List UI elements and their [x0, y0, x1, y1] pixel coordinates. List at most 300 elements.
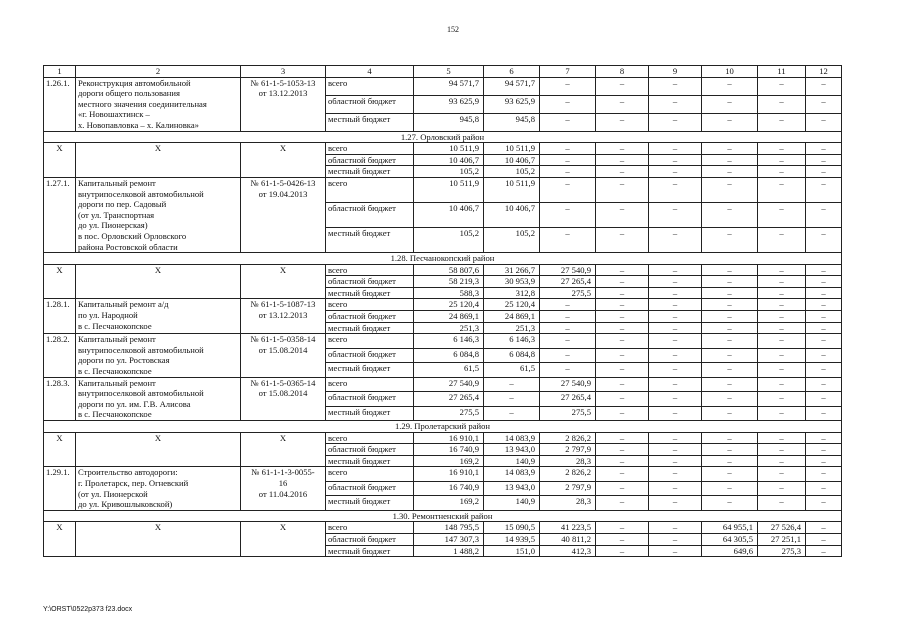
amount-cell: 25 120,4	[484, 299, 540, 311]
amount-cell: –	[758, 95, 806, 113]
object-name-line: района Ростовской области	[78, 241, 178, 252]
amount-cell: 10 511,9	[414, 143, 484, 155]
amount-cell: 10 406,7	[414, 202, 484, 227]
amount-cell: –	[540, 299, 596, 311]
amount-cell: –	[806, 496, 842, 510]
amount-cell: –	[596, 432, 649, 444]
object-name-line: Капитальный ремонт	[78, 334, 156, 345]
amount-cell: –	[806, 377, 842, 391]
amount-cell: –	[758, 202, 806, 227]
amount-cell: 25 120,4	[414, 299, 484, 311]
amount-cell: 30 953,9	[484, 276, 540, 288]
amount-cell: –	[596, 177, 649, 202]
amount-cell: –	[596, 264, 649, 276]
object-name-line: в с. Песчанокопское	[78, 366, 152, 377]
amount-cell: –	[702, 311, 758, 323]
amount-cell: 27 265,4	[540, 276, 596, 288]
amount-cell: –	[702, 77, 758, 95]
amount-cell: 14 083,9	[484, 432, 540, 444]
amount-cell: –	[596, 154, 649, 166]
amount-cell: 16 740,9	[414, 444, 484, 456]
amount-cell: 10 406,7	[484, 154, 540, 166]
section-row	[44, 131, 842, 143]
funding-source: местный бюджет	[326, 287, 414, 299]
funding-source: местный бюджет	[326, 113, 414, 131]
amount-cell: 61,5	[484, 363, 540, 377]
amount-cell: –	[649, 392, 702, 406]
amount-cell: 27 265,4	[414, 392, 484, 406]
amount-cell: –	[702, 264, 758, 276]
amount-cell: –	[806, 432, 842, 444]
amount-cell: –	[596, 322, 649, 334]
document-line: Х	[279, 432, 287, 443]
amount-cell: –	[596, 533, 649, 545]
document-line: № 61-1-5-0358-14	[250, 334, 316, 345]
amount-cell: –	[806, 322, 842, 334]
item-number: 1.27.1.	[44, 177, 76, 252]
amount-cell: –	[758, 299, 806, 311]
amount-cell: –	[484, 377, 540, 391]
amount-cell: –	[758, 77, 806, 95]
amount-cell: 94 571,7	[484, 77, 540, 95]
funding-source: областной бюджет	[326, 95, 414, 113]
amount-cell: –	[649, 143, 702, 155]
amount-cell: 27 540,9	[540, 264, 596, 276]
document-number	[241, 299, 326, 334]
object-name-line: внутрипоселковой автомобильной	[78, 344, 204, 355]
amount-cell: –	[596, 363, 649, 377]
amount-cell: –	[702, 444, 758, 456]
amount-cell: 649,6	[702, 545, 758, 557]
amount-cell: –	[758, 377, 806, 391]
funding-source: всего	[326, 143, 414, 155]
object-name	[76, 467, 241, 510]
object-name-line: дороги общего пользования	[78, 88, 180, 99]
amount-cell: 169,2	[414, 455, 484, 467]
item-number: 1.26.1.	[44, 77, 76, 131]
item-number: 1.28.3.	[44, 377, 76, 420]
amount-cell: 148 795,5	[414, 522, 484, 534]
object-name-line: местного значения соединительная	[78, 98, 207, 109]
amount-cell: –	[702, 322, 758, 334]
header-cell: 6	[484, 66, 540, 78]
amount-cell: 275,3	[758, 545, 806, 557]
object-name-line: Капитальный ремонт	[78, 377, 156, 388]
amount-cell: –	[758, 406, 806, 420]
object-name	[76, 377, 241, 420]
object-name-line: в пос. Орловский Орловского	[78, 230, 187, 241]
header-cell: 1	[44, 66, 76, 78]
amount-cell: –	[596, 545, 649, 557]
file-path-footer: Y:\ORST\0522p373 f23.docx	[43, 606, 133, 613]
amount-cell: –	[596, 334, 649, 348]
amount-cell: –	[649, 276, 702, 288]
amount-cell: –	[596, 276, 649, 288]
amount-cell: –	[702, 334, 758, 348]
amount-cell: 16 910,1	[414, 432, 484, 444]
amount-cell: 40 811,2	[540, 533, 596, 545]
amount-cell: –	[649, 444, 702, 456]
table-row	[44, 432, 842, 444]
amount-cell: –	[540, 77, 596, 95]
funding-source: местный бюджет	[326, 363, 414, 377]
amount-cell: 14 083,9	[484, 467, 540, 481]
funding-source: областной бюджет	[326, 444, 414, 456]
amount-cell: –	[806, 334, 842, 348]
amount-cell: –	[806, 522, 842, 534]
amount-cell: –	[806, 392, 842, 406]
amount-cell: –	[649, 348, 702, 362]
amount-cell: 6 084,8	[484, 348, 540, 362]
amount-cell: –	[806, 481, 842, 495]
header-cell: 11	[758, 66, 806, 78]
amount-cell: –	[484, 406, 540, 420]
document-line: Х	[279, 264, 287, 275]
amount-cell: 93 625,9	[484, 95, 540, 113]
document-line: Х	[279, 522, 287, 533]
amount-cell: –	[649, 177, 702, 202]
header-cell: 12	[806, 66, 842, 78]
document-number	[241, 264, 326, 299]
amount-cell: –	[649, 533, 702, 545]
object-name-line: в с. Песчанокопское	[78, 409, 152, 420]
amount-cell: –	[702, 177, 758, 202]
amount-cell: 588,3	[414, 287, 484, 299]
amount-cell: 105,2	[414, 228, 484, 253]
document-line: № 61-1-1-3-0055-	[251, 467, 315, 478]
table-row	[44, 334, 842, 348]
section-row	[44, 510, 842, 522]
item-number: 1.28.2.	[44, 334, 76, 377]
amount-cell: –	[702, 392, 758, 406]
item-number: Х	[44, 264, 76, 299]
amount-cell: 945,8	[414, 113, 484, 131]
amount-cell: 1 488,2	[414, 545, 484, 557]
amount-cell: 10 511,9	[414, 177, 484, 202]
amount-cell: –	[806, 264, 842, 276]
funding-source: всего	[326, 467, 414, 481]
amount-cell: –	[540, 143, 596, 155]
object-name-line: «г. Новошахтинск –	[78, 109, 150, 120]
amount-cell: –	[596, 392, 649, 406]
amount-cell: 27 540,9	[540, 377, 596, 391]
amount-cell: 14 939,5	[484, 533, 540, 545]
funding-source: местный бюджет	[326, 455, 414, 467]
document-number	[241, 143, 326, 178]
object-name	[76, 299, 241, 334]
amount-cell: –	[596, 348, 649, 362]
amount-cell: 6 146,3	[484, 334, 540, 348]
amount-cell: –	[540, 348, 596, 362]
amount-cell: –	[649, 377, 702, 391]
amount-cell: –	[596, 166, 649, 178]
amount-cell: –	[596, 377, 649, 391]
funding-source: всего	[326, 299, 414, 311]
header-cell: 3	[241, 66, 326, 78]
document-number	[241, 467, 326, 510]
amount-cell: –	[702, 154, 758, 166]
item-number: Х	[44, 143, 76, 178]
amount-cell: –	[649, 264, 702, 276]
header-cell: 10	[702, 66, 758, 78]
amount-cell: –	[649, 299, 702, 311]
amount-cell: –	[806, 455, 842, 467]
amount-cell: –	[649, 228, 702, 253]
amount-cell: –	[484, 392, 540, 406]
amount-cell: –	[758, 264, 806, 276]
amount-cell: –	[702, 287, 758, 299]
amount-cell: –	[540, 177, 596, 202]
object-name-line: дороги по ул. Ростовская	[78, 355, 170, 366]
section-title: 1.30. Ремонтненский район	[44, 510, 842, 522]
amount-cell: –	[806, 166, 842, 178]
amount-cell: 105,2	[484, 166, 540, 178]
amount-cell: –	[649, 95, 702, 113]
amount-cell: –	[702, 299, 758, 311]
amount-cell: –	[540, 166, 596, 178]
funding-source: местный бюджет	[326, 228, 414, 253]
amount-cell: –	[596, 444, 649, 456]
amount-cell: –	[758, 311, 806, 323]
amount-cell: 412,3	[540, 545, 596, 557]
amount-cell: –	[596, 202, 649, 227]
amount-cell: 312,8	[484, 287, 540, 299]
amount-cell: –	[596, 406, 649, 420]
amount-cell: –	[806, 228, 842, 253]
amount-cell: –	[806, 299, 842, 311]
funding-source: всего	[326, 377, 414, 391]
amount-cell: –	[649, 154, 702, 166]
amount-cell: –	[649, 334, 702, 348]
amount-cell: –	[540, 334, 596, 348]
amount-cell: –	[649, 77, 702, 95]
object-name-line: Х	[154, 143, 162, 154]
amount-cell: –	[702, 228, 758, 253]
amount-cell: 105,2	[414, 166, 484, 178]
amount-cell: –	[806, 177, 842, 202]
object-name-line: (от ул. Пионерской	[78, 488, 148, 499]
amount-cell: –	[702, 202, 758, 227]
amount-cell: –	[702, 455, 758, 467]
amount-cell: –	[758, 322, 806, 334]
amount-cell: –	[649, 406, 702, 420]
amount-cell: –	[702, 143, 758, 155]
amount-cell: 13 943,0	[484, 481, 540, 495]
header-cell: 8	[596, 66, 649, 78]
amount-cell: 147 307,3	[414, 533, 484, 545]
amount-cell: 28,3	[540, 496, 596, 510]
amount-cell: 275,5	[540, 406, 596, 420]
table-row	[44, 299, 842, 311]
amount-cell: 945,8	[484, 113, 540, 131]
amount-cell: –	[649, 522, 702, 534]
amount-cell: 10 406,7	[484, 202, 540, 227]
amount-cell: –	[596, 228, 649, 253]
object-name	[76, 143, 241, 178]
amount-cell: –	[702, 166, 758, 178]
amount-cell: –	[758, 467, 806, 481]
amount-cell: 15 090,5	[484, 522, 540, 534]
amount-cell: 2 797,9	[540, 481, 596, 495]
document-number	[241, 432, 326, 467]
document-number	[241, 377, 326, 420]
amount-cell: –	[758, 177, 806, 202]
amount-cell: –	[758, 287, 806, 299]
amount-cell: –	[806, 143, 842, 155]
amount-cell: 58 807,6	[414, 264, 484, 276]
amount-cell: –	[596, 481, 649, 495]
amount-cell: –	[649, 467, 702, 481]
amount-cell: –	[540, 363, 596, 377]
amount-cell: –	[758, 143, 806, 155]
document-line: Х	[279, 143, 287, 154]
object-name-line: Х	[154, 522, 162, 533]
amount-cell: 31 266,7	[484, 264, 540, 276]
document-line: № 61-1-5-1053-13	[250, 77, 316, 88]
amount-cell: –	[758, 228, 806, 253]
amount-cell: –	[758, 276, 806, 288]
section-row	[44, 253, 842, 265]
amount-cell: 64 305,5	[702, 533, 758, 545]
amount-cell: –	[596, 522, 649, 534]
amount-cell: 10 406,7	[414, 154, 484, 166]
amount-cell: –	[540, 228, 596, 253]
table-row	[44, 522, 842, 534]
object-name-line: Х	[154, 264, 162, 275]
section-title: 1.28. Песчанокопский район	[44, 253, 842, 265]
amount-cell: –	[540, 113, 596, 131]
amount-cell: 28,3	[540, 455, 596, 467]
amount-cell: –	[649, 455, 702, 467]
section-row	[44, 421, 842, 433]
amount-cell: –	[806, 406, 842, 420]
document-number	[241, 77, 326, 131]
amount-cell: –	[702, 363, 758, 377]
amount-cell: –	[649, 496, 702, 510]
document-number	[241, 522, 326, 557]
funding-source: местный бюджет	[326, 322, 414, 334]
document-line: № 61-1-5-0365-14	[250, 377, 316, 388]
amount-cell: –	[596, 113, 649, 131]
funding-source: всего	[326, 334, 414, 348]
page-number: 152	[447, 25, 459, 34]
amount-cell: –	[758, 154, 806, 166]
amount-cell: –	[758, 496, 806, 510]
funding-source: всего	[326, 522, 414, 534]
object-name	[76, 432, 241, 467]
amount-cell: –	[649, 322, 702, 334]
amount-cell: –	[806, 154, 842, 166]
amount-cell: –	[596, 299, 649, 311]
amount-cell: –	[702, 276, 758, 288]
amount-cell: –	[806, 444, 842, 456]
amount-cell: 16 910,1	[414, 467, 484, 481]
document-line: от 13.12.2013	[258, 88, 308, 99]
funding-source: областной бюджет	[326, 533, 414, 545]
amount-cell: –	[758, 113, 806, 131]
budget-table	[43, 65, 842, 557]
amount-cell: –	[806, 363, 842, 377]
item-number: 1.28.1.	[44, 299, 76, 334]
amount-cell: 169,2	[414, 496, 484, 510]
table-row	[44, 467, 842, 481]
object-name-line: внутрипоселковой автомобильной	[78, 188, 204, 199]
amount-cell: 6 084,8	[414, 348, 484, 362]
amount-cell: –	[806, 467, 842, 481]
table-row	[44, 377, 842, 391]
object-name-line: до ул. Кривошлыковской)	[78, 499, 173, 510]
amount-cell: –	[758, 392, 806, 406]
amount-cell: –	[540, 322, 596, 334]
amount-cell: 10 511,9	[484, 143, 540, 155]
amount-cell: –	[806, 311, 842, 323]
section-title: 1.27. Орловский район	[44, 131, 842, 143]
document-line: от 15.08.2014	[258, 388, 308, 399]
object-name-line: Х	[154, 432, 162, 443]
object-name	[76, 77, 241, 131]
amount-cell: 275,5	[414, 406, 484, 420]
amount-cell: 61,5	[414, 363, 484, 377]
document-line: № 61-1-5-0426-13	[250, 177, 316, 188]
header-cell: 5	[414, 66, 484, 78]
funding-source: местный бюджет	[326, 406, 414, 420]
object-name-line: до ул. Пионерская)	[78, 220, 148, 231]
amount-cell: –	[702, 406, 758, 420]
amount-cell: 105,2	[484, 228, 540, 253]
amount-cell: 27 265,4	[540, 392, 596, 406]
funding-source: областной бюджет	[326, 311, 414, 323]
object-name-line: внутрипоселковой автомобильной	[78, 388, 204, 399]
funding-source: всего	[326, 432, 414, 444]
amount-cell: –	[702, 348, 758, 362]
amount-cell: 27 251,1	[758, 533, 806, 545]
item-number: Х	[44, 522, 76, 557]
amount-cell: –	[702, 113, 758, 131]
amount-cell: 24 869,1	[414, 311, 484, 323]
amount-cell: –	[649, 166, 702, 178]
amount-cell: –	[596, 77, 649, 95]
object-name	[76, 264, 241, 299]
funding-source: областной бюджет	[326, 392, 414, 406]
object-name-line: Строительство автодороги:	[78, 467, 178, 478]
amount-cell: –	[596, 287, 649, 299]
amount-cell: –	[806, 287, 842, 299]
amount-cell: –	[649, 545, 702, 557]
amount-cell: –	[702, 432, 758, 444]
amount-cell: –	[806, 77, 842, 95]
object-name	[76, 334, 241, 377]
object-name-line: Капитальный ремонт	[78, 177, 156, 188]
amount-cell: –	[758, 432, 806, 444]
amount-cell: –	[702, 377, 758, 391]
amount-cell: 151,0	[484, 545, 540, 557]
table-row	[44, 264, 842, 276]
header-row	[44, 66, 842, 78]
amount-cell: –	[596, 95, 649, 113]
amount-cell: –	[758, 455, 806, 467]
header-cell: 7	[540, 66, 596, 78]
document-line: от 15.08.2014	[258, 344, 308, 355]
amount-cell: 58 219,3	[414, 276, 484, 288]
amount-cell: –	[758, 334, 806, 348]
section-title: 1.29. Пролетарский район	[44, 421, 842, 433]
amount-cell: 94 571,7	[414, 77, 484, 95]
amount-cell: –	[702, 481, 758, 495]
amount-cell: –	[758, 363, 806, 377]
object-name-line: х. Новопавловка – х. Калиновка»	[78, 119, 199, 130]
amount-cell: 140,9	[484, 496, 540, 510]
amount-cell: 13 943,0	[484, 444, 540, 456]
